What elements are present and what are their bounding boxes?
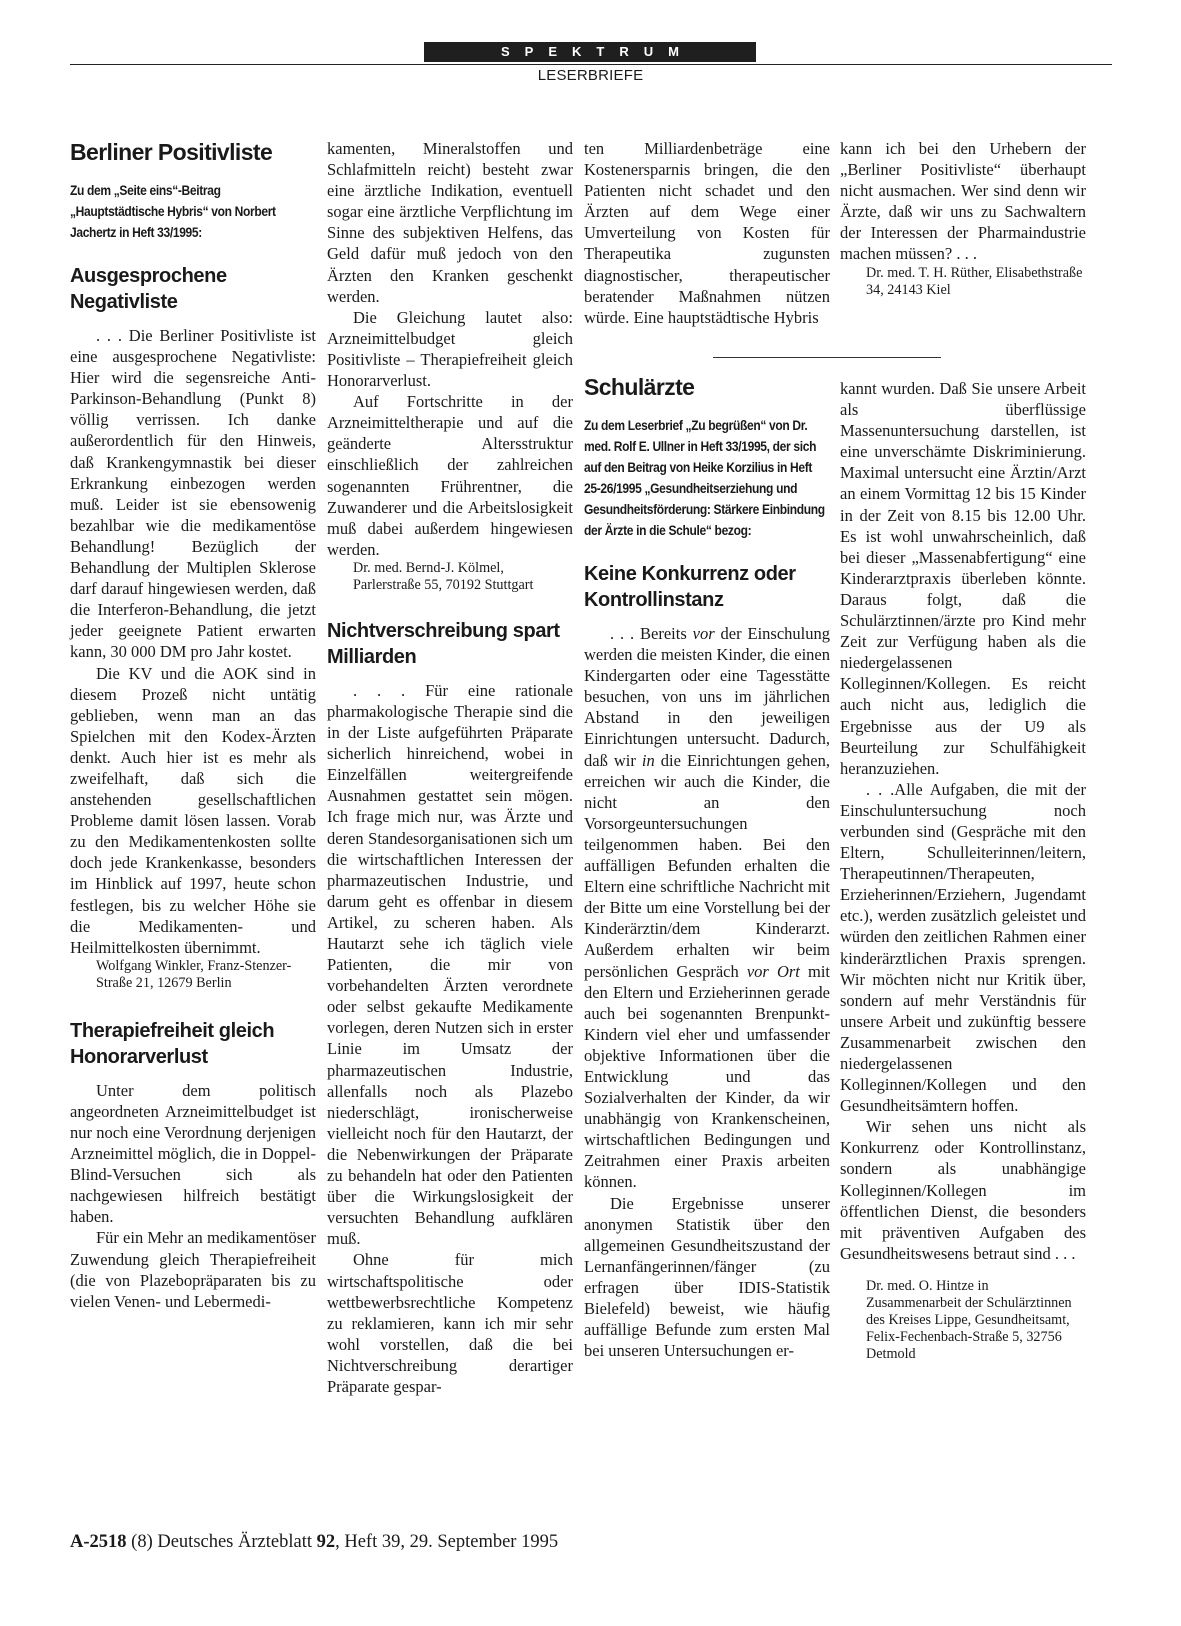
letter-paragraph: Die Gleichung lautet also: Arzneimittelbudget gleich Positivliste – Therapiefreiheit gleich Honorarverlust. [327, 307, 573, 391]
letter-signature: Dr. med. Bernd-J. Kölmel, Parlerstraße 55, 70192 Stuttgart [353, 559, 534, 593]
column-4-bottom [840, 378, 1086, 1363]
column-3-bottom [584, 373, 830, 1361]
letter-paragraph: kannt wurden. Daß Sie unsere Arbeit als überflüssige Massenuntersuchung darstellen, ist eine unverschämte Diskriminierung. Maximal untersucht eine Ärztin/Arzt an einem Vormittag 12 bis 15 Kinder in der Zeit von 8.15 bis 12.00 Uhr. Es ist wohl unwahrscheinlich, daß bei dieser „Massenabfertigung“ eine Kinderarztpraxis überleben könnte. Daraus folgt, daß die Schulärztinnen/ärzte pro Kind mehr Zeit zur Verfügung haben als die niedergelassenen Kolleginnen/Kollegen. Es reicht auch nicht aus, lediglich die Ergebnisse aus der U9 als Beurteilung zur Schulfähigkeit heranzuziehen. [840, 379, 1086, 778]
section-divider [713, 357, 941, 358]
letter-signature: Wolfgang Winkler, Franz-Stenzer-Straße 21, 12679 Berlin [96, 957, 292, 991]
section-band: SPEKTRUM [424, 42, 756, 62]
letter-paragraph: . . . Für eine rationale pharmakologische Therapie sind die in der Liste aufgeführten Präparate sicherlich hinreichend, wobei in Einzelfällen weitergreifende Ausnahmen gestattet sein mögen. Ich frage mich nur, was Ärzte und deren Standesorganisationen sich um die wirtschaftlichen Interessen der pharmazeutischen Industrie, und darum geht es offenbar in diesem Artikel, zu scheren haben. Als Hautarzt sehe ich täglich viele Patienten, die mir von vorbehandelten Ärzten verordnete oder selbst gekaufte Medikamente vorlegen, deren Nutzen sich in erster Linie im Umsatz der pharmazeutischen Industrie, allenfalls noch als Plazebo niederschlägt, ironischerweise vielleicht noch für den Hautarzt, der die Nebenwirkungen der Präparate zu behandeln hat oder den Patienten über die Wirkungslosigkeit der versuchten Behandlung aufklären muß. [327, 680, 573, 1249]
letter-heading: Ausgesprochene Negativliste [70, 265, 227, 313]
letter-heading: Therapiefreiheit gleich Honorarverlust [70, 1019, 275, 1068]
letter-paragraph: Die Ergebnisse unserer anonymen Statistik über den allgemeinen Gesundheitszustand der Lernanfängerinnen/fänger (zu erfragen über IDIS-Statistik Bielefeld) beweist, wie häufig auffällige Befunde zum ersten Mal bei unseren Untersuchungen er- [584, 1193, 830, 1361]
letter-heading: Nichtverschreibung spart Milliarden [327, 619, 560, 668]
letter-paragraph: ten Milliardenbeträge eine Kostenersparnis bringen, die den Patienten nicht schadet und den Ärzten auf dem Wege einer Umverteilung von Kosten für Therapeutika zugunsten diagnostischer, therapeutischer beratender Maßnahmen nützen würde. Eine hauptstädtische Hybris [584, 139, 830, 327]
letter-heading: Keine Konkurrenz oder Kontrollinstanz [584, 563, 796, 611]
column-2 [327, 138, 573, 1397]
column-4-top [840, 138, 1086, 299]
article-intro: Zu dem Leserbrief „Zu begrüßen“ von Dr. med. Rolf E. Ullner in Heft 33/1995, der sich auf den Beitrag von Heike Korzilius in Heft 25-26/1995 „Gesundheitserziehung und Gesundheitsförderung: Stärkere Einbindung der Ärzte in die Schule“ bezog: [584, 417, 825, 538]
column-3-top [584, 138, 830, 328]
letter-signature: Dr. med. T. H. Rüther, Elisabethstraße 34, 24143 Kiel [866, 264, 1083, 298]
article-intro: Zu dem „Seite eins“-Beitrag „Hauptstädtische Hybris“ von Norbert Jachertz in Heft 33/1995: [70, 182, 276, 240]
article-title: Berliner Positivliste [70, 139, 273, 165]
letter-paragraph: Die KV und die AOK sind in diesem Prozeß nicht untätig geblieben, wenn man an das Spielchen mit den Kodex-Ärzten denkt. Auch hier ist es mehr als zweifelhaft, daß sich die anstehenden gesellschaftlichen Probleme damit lösen lassen. Vorab zu den Medikamentenkosten sollte doch jede Krankenkasse, besonders im Hinblick auf 1997, heute schon festlegen, bis zu welcher Höhe sie die Medikamenten- und Heilmittelkosten übernimmt. [70, 663, 316, 957]
volume-number: 92 [316, 1532, 336, 1552]
letter-paragraph: . . . Bereits vor der Einschulung werden die meisten Kinder, die einen Kindergarten oder eine Tagesstätte besuchen, von uns im jährlichen Abstand in den jeweiligen Einrichtungen untersucht. Dadurch, daß wir in die Einrichtungen gehen, erreichen wir auch die Kinder, die nicht an den Vorsorgeuntersuchungen teilgenommen haben. Bei den auffälligen Befunden erhalten die Eltern eine schriftliche Nachricht mit der Bitte um eine Vorstellung bei der Kinderärztin/dem Kinderarzt. Außerdem erhalten wir beim persönlichen Gespräch vor Ort mit den Eltern und Erzieherinnen gerade auch bei sogenannten Brenpunkt-Kindern viel eher und umfassender objektive Informationen über die Entwicklung und das Sozialverhalten der Kinder, da wir unabhängig von Krankenscheinen, wirtschaftlichen Bedingungen und Zeitrahmen einer Praxis arbeiten können. [584, 624, 830, 1192]
letter-signature: Dr. med. O. Hintze in Zusammenarbeit der Schulärztinnen des Kreises Lippe, Gesundheitsamt, Felix-Fechenbach-Straße 5, 32756 Detmold [866, 1277, 1072, 1362]
header-rule [70, 64, 1112, 65]
letter-paragraph: Unter dem politisch angeordneten Arzneimittelbudget ist nur noch eine Verordnung derjenigen Arzneimittel möglich, die in Doppel-Blind-Versuchen sich als nachgewiesen hilfreich bestätigt haben. [70, 1080, 316, 1227]
letter-paragraph: Wir sehen uns nicht als Konkurrenz oder Kontrollinstanz, sondern als unabhängige Kolleginnen/Kollegen im öffentlichen Dienst, die besonders mit präventiven Aufgaben des Gesundheitswesens betraut sind . . . [840, 1117, 1086, 1263]
letter-paragraph: kamenten, Mineralstoffen und Schlafmitteln reicht) besteht zwar eine ärztliche Indikation, eventuell sogar eine ärztliche Verpflichtung im Sinne des subjektiven Helfens, das Geld dafür muß jedoch von den Ärzten den Kranken geschenkt werden. [327, 139, 573, 306]
page-footer: A-2518 (8) Deutsches Ärzteblatt 92, Heft 39, 29. September 1995 [70, 1532, 559, 1552]
article-title: Schulärzte [584, 374, 695, 400]
letter-paragraph: Auf Fortschritte in der Arzneimitteltherapie und auf die geänderte Altersstruktur einschließlich der zahlreichen sogenannten Frührentner, die Zuwanderer und die Arbeitslosigkeit muß dabei außerdem hingewiesen werden. [327, 392, 573, 559]
letter-paragraph: Für ein Mehr an medikamentöser Zuwendung gleich Therapiefreiheit (die von Plazebopräparaten bis zu vielen Venen- und Lebermedi- [70, 1228, 316, 1311]
letter-paragraph: . . . Die Berliner Positivliste ist eine ausgesprochene Negativliste: Hier wird die segensreiche Anti-Parkinson-Behandlung (Punkt 8) völlig verrissen. Ich danke außerordentlich für den Hinweis, daß Krankengymnastik bei dieser Erkrankung einbezogen werden muß. Leider ist sie ebensowenig bezahlbar wie die medikamentöse Behandlung! Bezüglich der Behandlung der Multiplen Sklerose darf darauf hingewiesen werden, daß die Interferon-Behandlung, die jetzt jeder geeignete Patient erwarten kann, 30 000 DM pro Jahr kostet. [70, 326, 316, 662]
letter-paragraph: kann ich bei den Urhebern der „Berliner Positivliste“ überhaupt nicht ausmachen. Wer sind denn wir Ärzte, daß wir uns zu Sachwaltern der Interessen der Pharmaindustrie machen müssen? . . . [840, 139, 1086, 264]
page-number: A-2518 [70, 1532, 127, 1552]
letter-paragraph: Ohne für mich wirtschaftspolitische oder wettbewerbsrechtliche Kompetenz zu reklamieren, kann ich mir sehr wohl vorstellen, daß die bei Nichtverschreibung derartiger Präparate gespar- [327, 1250, 573, 1396]
column-1 [70, 138, 316, 1312]
letter-paragraph: . . .Alle Aufgaben, die mit der Einschuluntersuchung noch verbunden sind (Gespräche mit den Eltern, Schulleiterinnen/leitern, Therapeutinnen/Therapeuten, Erzieherinnen/Erziehern, Jugendamt etc.), werden zusätzlich geleistet und würden den zeitlichen Rahmen einer kinderärztlichen Praxis sprengen. Wir möchten nicht nur Kritik über, sondern auf mehr Verständnis für unsere Arbeit und zukünftig bessere Zusammenarbeit zwischen den niedergelassenen Kolleginnen/Kollegen und den Gesundheitsämtern hoffen. [840, 779, 1086, 1116]
subsection-label: LESERBRIEFE [537, 67, 644, 84]
